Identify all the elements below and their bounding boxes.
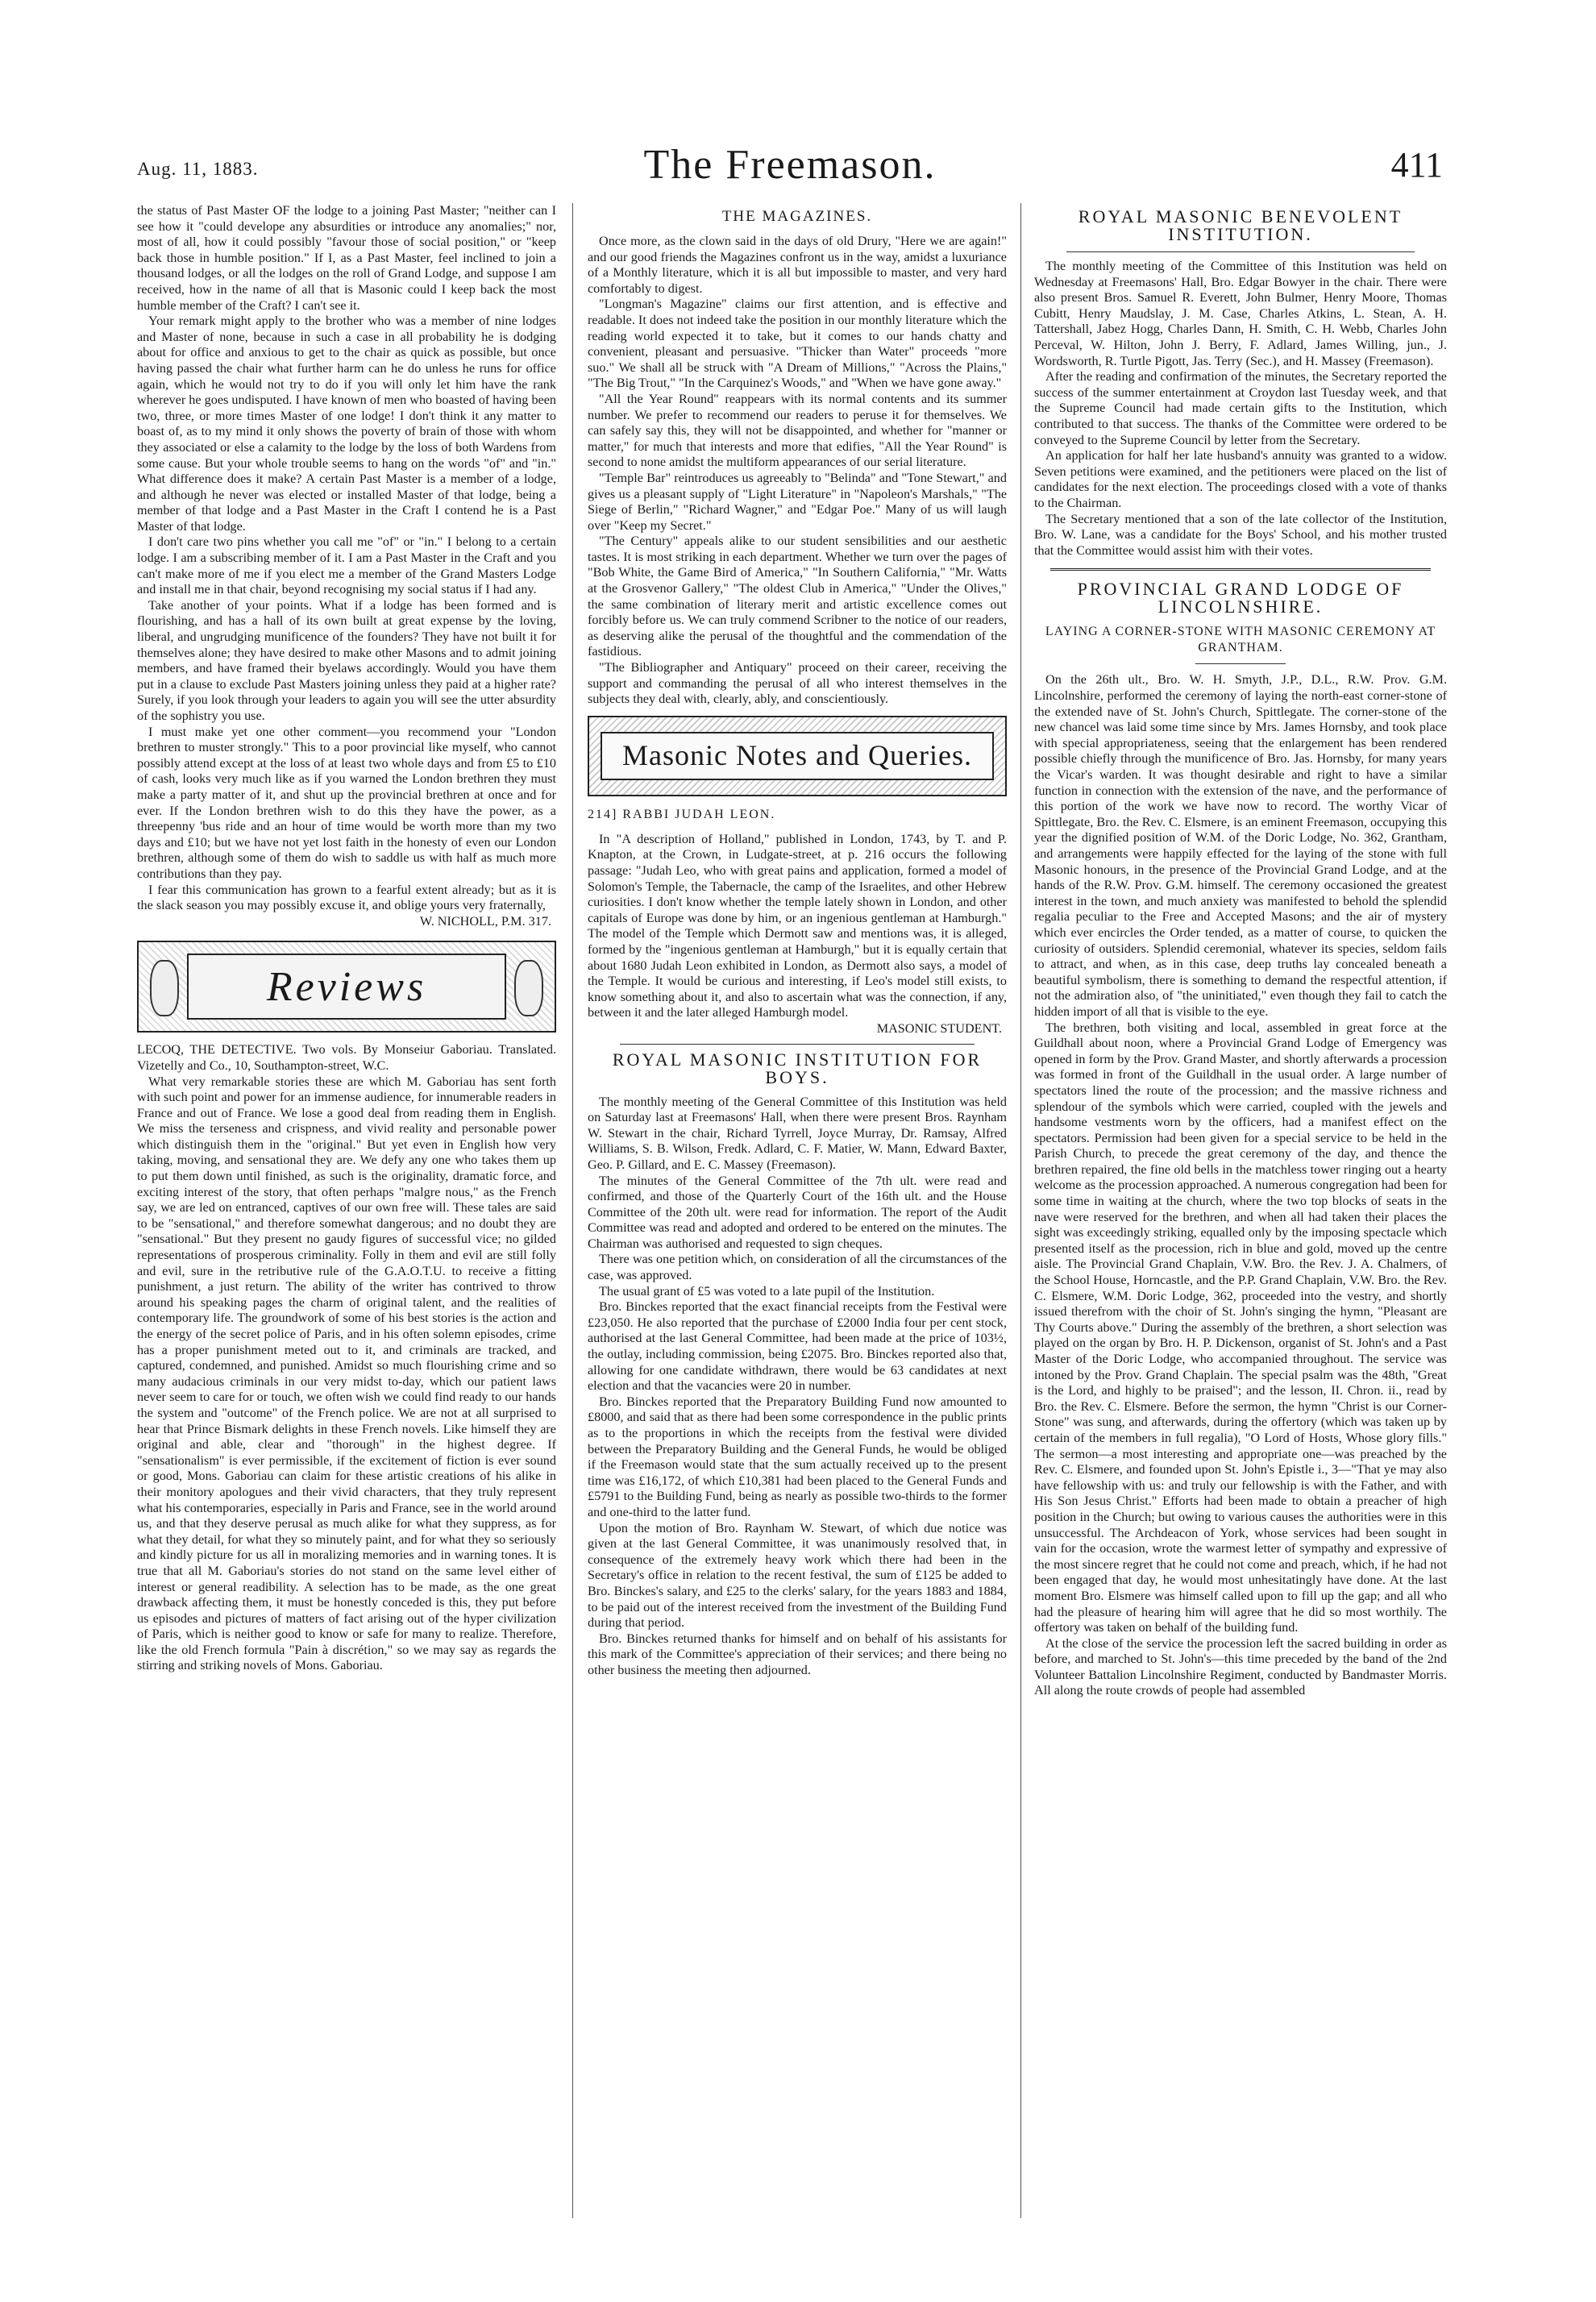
column-divider (1020, 203, 1021, 2218)
notes-queries-title: Masonic Notes and Queries. (601, 732, 994, 780)
query-paragraph: In "A description of Holland," published in London, 1743, by T. and P. Knapton, at the Crown, in Ludgate-street, at p. 216 occurs the following passage: "Judah Leo, who with great pains and application, formed a model of Solomon's Temple, the Tabernacle, the camp of the Israelites, and other Hebrew curiosities. I don't know whether the temple lately shown in London, and other capitals of Europe was done by him, or an ingenious gentleman at Hamburgh." The model of the Temple which Dermott saw and mentions was, it is alleged, formed by the "ingenious gentleman at Hamburgh," but it is equally certain that about 1680 Judah Leon exhibited in London, as Dermott also says, a model of the Temple. It would be curious and interesting, if Leo's model still exists, to know something about it, and also to ascertain what was the connection, if any, between it and the later alleged Hamburgh model. (588, 831, 1007, 1020)
boys-paragraph: Bro. Binckes returned thanks for himself and on behalf of his assistants for this mark of the Committee's appreciation of their services; and there being no other business the meeting then adjourned. (588, 1631, 1007, 1677)
magazines-paragraph: "All the Year Round" reappears with its normal contents and its summer number. We prefer to recommend our readers to peruse it for themselves. We can safely say this, they will not be disappointed, and whether for "manner or matter," for much that interests and more that edifies, "All the Year Round" is second to none amidst the multiform appearances of our serial literature. (588, 391, 1007, 470)
provincial-lodge-subheading: LAYING A CORNER-STONE WITH MASONIC CEREMONY AT GRANTHAM. (1045, 625, 1436, 654)
divider (1066, 251, 1415, 252)
boys-paragraph: There was one petition which, on consideration of all the circumstances of the case, was approved. (588, 1252, 1007, 1283)
column-divider (572, 203, 573, 2218)
column-3 (1034, 203, 1447, 1699)
magazines-paragraph: Once more, as the clown said in the days of old Drury, "Here we are again!" and our good friends the Magazines confront us in the way, amidst a luxuriance of a Monthly literature, which it is all but impossible to master, and very hard comfortably to digest. (588, 234, 1007, 296)
issue-date: Aug. 11, 1883. (137, 159, 259, 179)
double-divider (1050, 568, 1431, 571)
notes-queries-banner (588, 716, 1007, 796)
benevolent-paragraph: An application for half her late husband's annuity was granted to a widow. Seven petitions were examined, and the petitioners were placed on the list of candidates for the next election. The proceedings closed with a vote of thanks to the Chairman. (1034, 448, 1447, 510)
column-1 (137, 203, 556, 1674)
provincial-lodge-heading: PROVINCIAL GRAND LODGE OF LINCOLNSHIRE. (1077, 579, 1404, 617)
divider (1195, 663, 1286, 664)
magazines-heading: THE MAGAZINES. (721, 208, 873, 225)
review-paragraph: What very remarkable stories these are which M. Gaboriau has sent forth with such point and power for an immense audience, for innumerable readers in France and out of France. We lose a good deal from reading them in English. We miss the terseness and crispness, and vivid reality and personable power which distinguish them in the "original." But yet even in English how very taking, moving, and sensational they are. We defy any one who takes them up to put them down until finished, as such is the originality, dramatic force, and exciting interest of the story, that often perhaps "malgre nous," as the French say, we are led on entranced, captives of our own free will. These tales are said to be "sensational," and therefore somewhat dangerous; and no doubt they are "sensational." But they present no gaudy figures of successful vice; no gilded representations of prosperous criminality. Folly in them and evil are still folly and evil, sure in the retributive rule of the G.A.O.T.U. to receive a fitting punishment, a just return. The ability of the writer has contrived to throw around his speaking pages the charm of original talent, and the realities of contemporary life. The groundwork of some of his best stories is the action and the energy of the secret police of Paris, and in his often solemn episodes, crime has a proper punishment meted out to it, and criminals are tracked, and captured, condemned, and punished. Amidst so much flourishing crime and so many audacious criminals in our very midst to-day, which our patient laws never seem to care for or touch, we often wish we could find ready to our hands the system and "outcome" of the French police. We are not at all surprised to hear that Prince Bismark delights in these French novels. Like himself they are original and able, clear and "thorough" in the highest degree. If "sensationalism" is ever permissible, if the excitement of fiction is ever sound or good, Mons. Gaboriau can claim for these artistic creations of his alike in their monitory apologues and their vivid characters, that they truly represent what his contemporaries, especially in Paris and France, see in the world around us, and that they deserve perusal as much alike for what they suppress, as for what they detail, for what they so minutely paint, and for what they so seriously and kindly picture for us all in moralizing memories and in warning tones. It is true that all M. Gaboriau's stories do not stand on the same level either of interest or general readibility. A selection has to be made, as the one great drawback affecting them, it must be honestly conceded is this, they put before us episodes and pictures of matters of fact arising out of the hyper civilization of Paris, which is neither good to know or safe for many to realize. Therefore, like the old French formula "Pain à discrétion," so we may say as regards the stirring and striking novels of Mons. Gaboriau. (137, 1074, 556, 1673)
letter-paragraph: I fear this communication has grown to a fearful extent already; but as it is the slack season you may possibly excuse it, and oblige yours very fraternally, (137, 882, 556, 913)
magazines-paragraph: "Temple Bar" reintroduces us agreeably to "Belinda" and "Tone Stewart," and gives us a pleasant supply of "Light Literature" in "Napoleon's Marshals," "The Siege of Berlin," "Richard Wagner," and "Edgar Poe." Many of us will laugh over "Keep my Secret." (588, 470, 1007, 533)
boys-paragraph: Upon the motion of Bro. Raynham W. Stewart, of which due notice was given at the last General Committee, it was unanimously resolved that, in consequence of the extremely heavy work which there had been in the Secretary's office in relation to the recent festival, the sum of £125 be added to Bro. Binckes's salary, and £25 to the clerks' salary, for the years 1883 and 1884, to be paid out of the interest received from the investment of the Building Fund during that period. (588, 1520, 1007, 1631)
page-number: 411 (1390, 145, 1443, 185)
letter-paragraph: Your remark might apply to the brother who was a member of nine lodges and Master of none, because in such a case in all probability he is dodging about for office and anxious to get to the chair as quick as possible, but once having passed the chair what further harm can he do unless he runs for office again, which he would not try to do if you will only let him have the rank wherever he goes undisputed. I have known of men who boasted of having been two, three, or more times Master of one lodge! I don't think it any matter to boast of, as to my mind it only shows the poverty of brain of those with whom they associated or else a calamity to the lodge by the loss of both Wardens from some cause. But your whole trouble seems to hang on the words "of" and "in." What difference does it make? A certain Past Master is a member of a lodge, and although he never was elected or installed Master of that lodge, being a member of that lodge and a Past Master in the Craft I contend he is a Past Master of that lodge. (137, 314, 556, 534)
provincial-paragraph: At the close of the service the procession left the sacred building in order as before, and marched to St. John's—this time preceded by the band of the 2nd Volunteer Battalion Lincolnshire Regiment, conducted by Bandmaster Morris. All along the route crowds of people had assembled (1034, 1635, 1447, 1698)
benevolent-paragraph: The monthly meeting of the Committee of this Institution was held on Wednesday at Freemasons' Hall, Bro. Edgar Bowyer in the chair. There were also present Bros. Samuel R. Everett, John Bulmer, Henry Moore, Thomas Cubitt, Henry Maudslay, J. M. Case, Charles Atkins, L. Stean, A. H. Tattershall, Jabez Hogg, Charles Dann, H. Smith, C. H. Webb, Charles John Perceval, W. Hilton, John J. Berry, F. Adlard, James Willing, jun., J. Wordsworth, R. Turtle Pigott, Jas. Terry (Sec.), and H. Massey (Freemason). (1034, 259, 1447, 368)
magazines-paragraph: "The Bibliographer and Antiquary" proceed on their career, receiving the support and commanding the perusal of all who interest themselves in the subjects they deal with, clearly, ably, and conscientiously. (588, 660, 1007, 707)
masthead-title: The Freemason. (643, 142, 937, 188)
benevolent-paragraph: After the reading and confirmation of the minutes, the Secretary reported the success of the summer entertainment at Croydon last Tuesday week, and that the Supreme Council had made certain gifts to the Institution, which contributed to that success. The thanks of the Committee were ordered to be conveyed to the Supreme Council by letter from the Secretary. (1034, 369, 1447, 447)
ornament-icon (514, 960, 543, 1016)
boys-institution-heading: ROYAL MASONIC INSTITUTION FOR BOYS. (612, 1049, 983, 1087)
benevolent-institution-heading: ROYAL MASONIC BENEVOLENT INSTITUTION. (1078, 206, 1403, 244)
review-title: LECOQ, THE DETECTIVE. (137, 1042, 297, 1058)
letter-paragraph: Take another of your points. What if a lodge has been formed and is flourishing, and has a hall of its own built at great expense by the loving, liberal, and ungrudging munificence of the founders? They have not built it for themselves alone; they have desired to make other Masons and to admit joining members, and have framed their byelaws accordingly. Would you have them put in a clause to exclude Past Masters joining unless they paid at a higher rate? Surely, if you look through your leaders to again you will see the utter absurdity of the sophistry you use. (137, 597, 556, 723)
boys-paragraph: Bro. Binckes reported that the Preparatory Building Fund now amounted to £8000, and said that as there had been some correspondence in the public prints as to the proportions in which the receipts from the festival were divided between the Preparatory Building and the General Funds, he would be obliged if the Freemason would state that the sum actually received up to the present time was £16,172, of which £10,381 had been placed to the General Funds and £5791 to the Building Fund, being as nearly as possible two-thirds to the former and one-third to the latter fund. (588, 1394, 1007, 1519)
boys-paragraph: The minutes of the General Committee of the 7th ult. were read and confirmed, and those of the Quarterly Court of the 16th ult. and the House Committee of the 20th ult. were read for information. The report of the Audit Committee was read and adopted and ordered to be entered on the minutes. The Chairman was authorised and requested to sign cheques. (588, 1173, 1007, 1251)
boys-paragraph: Bro. Binckes reported that the exact financial receipts from the Festival were £23,050. He also reported that the purchase of £2000 India four per cent stock, authorised at the last General Committee, had been made at the price of 103½, the outlay, including commission, being £2075. Bro. Binckes reported also that, allowing for one candidate withdrawn, there would be 63 candidates at next election and that the vacancies were 20 in number. (588, 1299, 1007, 1394)
letter-paragraph: the status of Past Master OF the lodge to a joining Past Master; "neither can I see how it "could develope any absurdities or introduce any anomalies;" nor, most of all, how it could possibly "favour those of social position," or "keep back those in humble position." If I, as a Past Master, feel inclined to join a thousand lodges, or all the lodges on the roll of Grand Lodge, and suppose I am received, how in the name of all that is Masonic could I keep back the most humble member of the Craft? I can't see it. (137, 203, 556, 313)
provincial-paragraph: On the 26th ult., Bro. W. H. Smyth, J.P., D.L., R.W. Prov. G.M. Lincolnshire, performed the ceremony of laying the north-east corner-stone of the extended nave of St. John's Church, Spittlegate. The corner-stone of the new chancel was laid some time since by Mrs. James Hornsby, and took place with special appropriateness, seeing that the enlargement has been rendered possible chiefly through the munificence of Bro. Jas. Hornsby, for many years the Vicar's warden. It was thought desirable and right to have a similar function in connection with the extension of the nave, and the performance of this portion of the work we have now to record. The worthy Vicar of Spittlegate, Bro. the Rev. C. Elsmere, is an eminent Freemason, occupying this year the dignified position of W.M. of the Doric Lodge, No. 362, Grantham, and arrangements were happily effected for the laying of the stone with full Masonic honours, in the presence of the Provincial Grand Lodge, and at the hands of the R.W. Prov. G.M. himself. The ceremony occasioned the greatest interest in the town, and much anxiety was manifested to behold the splendid regalia peculiar to the Free and Accepted Masons; and the air of mystery which ever encircles the Order tended, as a matter of course, to quicken the curiosity of outsiders. Splendid ceremonial, whatever its species, seldom fails to attract, and when, as in this case, deep truths lay concealed beneath a beautiful symbolism, there is something to demand the respectful attention, if not the admiration also, of "the uninitiated," even though they fail to catch the hidden import of all that is visible to the eye. (1034, 672, 1447, 1019)
reviews-banner-title: Reviews (187, 954, 506, 1020)
column-2 (588, 203, 1007, 1679)
provincial-paragraph: The brethren, both visiting and local, assembled in great force at the Guildhall about noon, where a Provincial Grand Lodge of Emergency was opened in form by the Prov. Grand Master, and shortly afterwards a procession was formed in front of the Guildhall in the usual order. A large number of spectators lined the route of the procession; and the massive richness and splendour of the symbols which were carried, coupled with the jewels and handsome vestments worn by the officers, had a manifest effect on the spectators. Permission had been given for a special service to be held in the Parish Church, to precede the great ceremony of the day, and thence the brethren repaired, the fine old bells in the matchless tower ringing out a hearty welcome as the procession approached. A numerous congregation had been for some time in waiting at the church, where the two top blocks of seats in the nave were reserved for the brethren, and when all had taken their places the sight was exceedingly striking, equalled only by the imposing spectacle which presented itself as the procession, rich in blue and gold, moved up the centre aisle. The Provincial Grand Chaplain, V.W. Bro. the Rev. J. A. Chalmers, of the School House, Horncastle, and the P.P. Grand Chaplain, V.W. Bro. the Rev. C. Elsmere, W.M. Doric Lodge, 362, proceeded into the vestry, and shortly issued therefrom with the choir of St. John's singing the hymn, "Pleasant are Thy Courts above." During the assembly of the brethren, a short selection was played on the organ by Bro. H. P. Dickenson, organist of St. John's and a Past Master of the Doric Lodge, who accompanied throughout. The service was intoned by the Prov. Grand Chaplain. The special psalm was the 48th, "Great is the Lord, and highly to be praised"; and the lesson, II. Chron. ii., read by Bro. the Rev. C. Elsmere. Before the sermon, the hymn "Christ is our Corner-Stone" was sung, and afterwards, during the offertory (which was taken up by certain of the members in full regalia), "O Lord of Hosts, Whose glory fills." The sermon—a most interesting and appropriate one—was preached by the Rev. C. Elsmere, and founded upon St. John's Epistle i., 3—"That ye may also have fellowship with us: and truly our fellowship is with the Father, and with His Son Jesus Christ." Efforts had been made to obtain a preacher of high position in the Church; but owing to various causes the authorities were in this unsuccessful. The Archdeacon of York, whose services had been sought in vain for the occasion, wrote the warmest letter of sympathy and expressive of the most sincere regret that he could not come and preach, which, if he had not been engaged that day, he would most unhesitatingly have done. At the last moment Bro. Elsmere was himself called upon to fill up the gap; and all who had the pleasure of hearing him will agree that he did so most worthily. The offertory was taken on behalf of the building fund. (1034, 1020, 1447, 1635)
letter-signature: W. NICHOLL, P.M. 317. (419, 913, 551, 929)
query-heading: 214] RABBI JUDAH LEON. (588, 807, 776, 821)
review-meta: Two vols. By Monseiur Gaboriau. Translated. Vizetelly and Co., 10, Southampton-street, W.C. (137, 1042, 556, 1073)
boys-paragraph: The monthly meeting of the General Committee of this Institution was held on Saturday last at Freemasons' Hall, when there were present Bros. Raynham W. Stewart in the chair, Richard Tyrrell, Joyce Murray, Dr. Ramsay, Alfred Williams, S. B. Wilson, Fredk. Adlard, C. F. Matier, W. Mann, Edward Baxter, Geo. P. Gillard, and E. C. Massey (Freemason). (588, 1094, 1007, 1172)
page-header (137, 141, 1443, 191)
query-signature: MASONIC STUDENT. (876, 1020, 1002, 1036)
reviews-banner (137, 941, 556, 1033)
magazines-paragraph: "Longman's Magazine" claims our first attention, and is effective and readable. It does not indeed take the position in our monthly literature which the reading world expected it to take, but it comes to our hands chatty and convenient, pleasant and persuasive. "Thicker than Water" proceeds "more suo." We shall all be struck with "A Dream of Millions," "Across the Plains," "The Big Trout," "In the Carquinez's Woods," and "When we have gone away." (588, 297, 1007, 391)
ornament-icon (150, 960, 179, 1016)
letter-paragraph: I must make yet one other comment—you recommend your "London brethren to muster strongly." This to a poor provincial like myself, who cannot possibly attend except at the loss of at least two whole days and from £5 to £10 of cash, looks very much like as if you warned the London brethren they must make a party matter of it, and shut up the provincial brethren at once and for ever. If the London brethren wish to do this they have the power, as a threepenny 'bus ride and an hour of time would be worth more than my two days and £10; but we have not yet lost faith in the honesty of even our London brethren, although some of them do wish to saddle us with half as much more contributions than they pay. (137, 724, 556, 881)
magazines-paragraph: "The Century" appeals alike to our student sensibilities and our aesthetic tastes. It is most striking in each department. Whether we turn over the pages of "Bob White, the Game Bird of America," "In Southern California," "Mr. Watts at the Grosvenor Gallery," "The oldest Club in America," "Under the Olives," the same combination of literary merit and artistic excellence comes out forcibly before us. We can truly commend Scribner to the notice of our readers, as deserving alike the perusal of the thoughtful and the commendation of the fastidious. (588, 534, 1007, 659)
benevolent-paragraph: The Secretary mentioned that a son of the late collector of the Institution, Bro. W. Lane, was a candidate for the Boys' School, and his mother trusted that the Committee would assist him with their votes. (1034, 511, 1447, 558)
divider (620, 1044, 975, 1045)
review-entry (137, 1042, 556, 1074)
boys-paragraph: The usual grant of £5 was voted to a late pupil of the Institution. (599, 1283, 935, 1299)
letter-paragraph: I don't care two pins whether you call me "of" or "in." I belong to a certain lodge. I am a subscribing member of it. I am a Past Master in the Craft and you can't make more of me if you elect me a member of the Grand Masters Lodge and install me in that chair, beyond recognising my social status if I had any. (137, 534, 556, 597)
